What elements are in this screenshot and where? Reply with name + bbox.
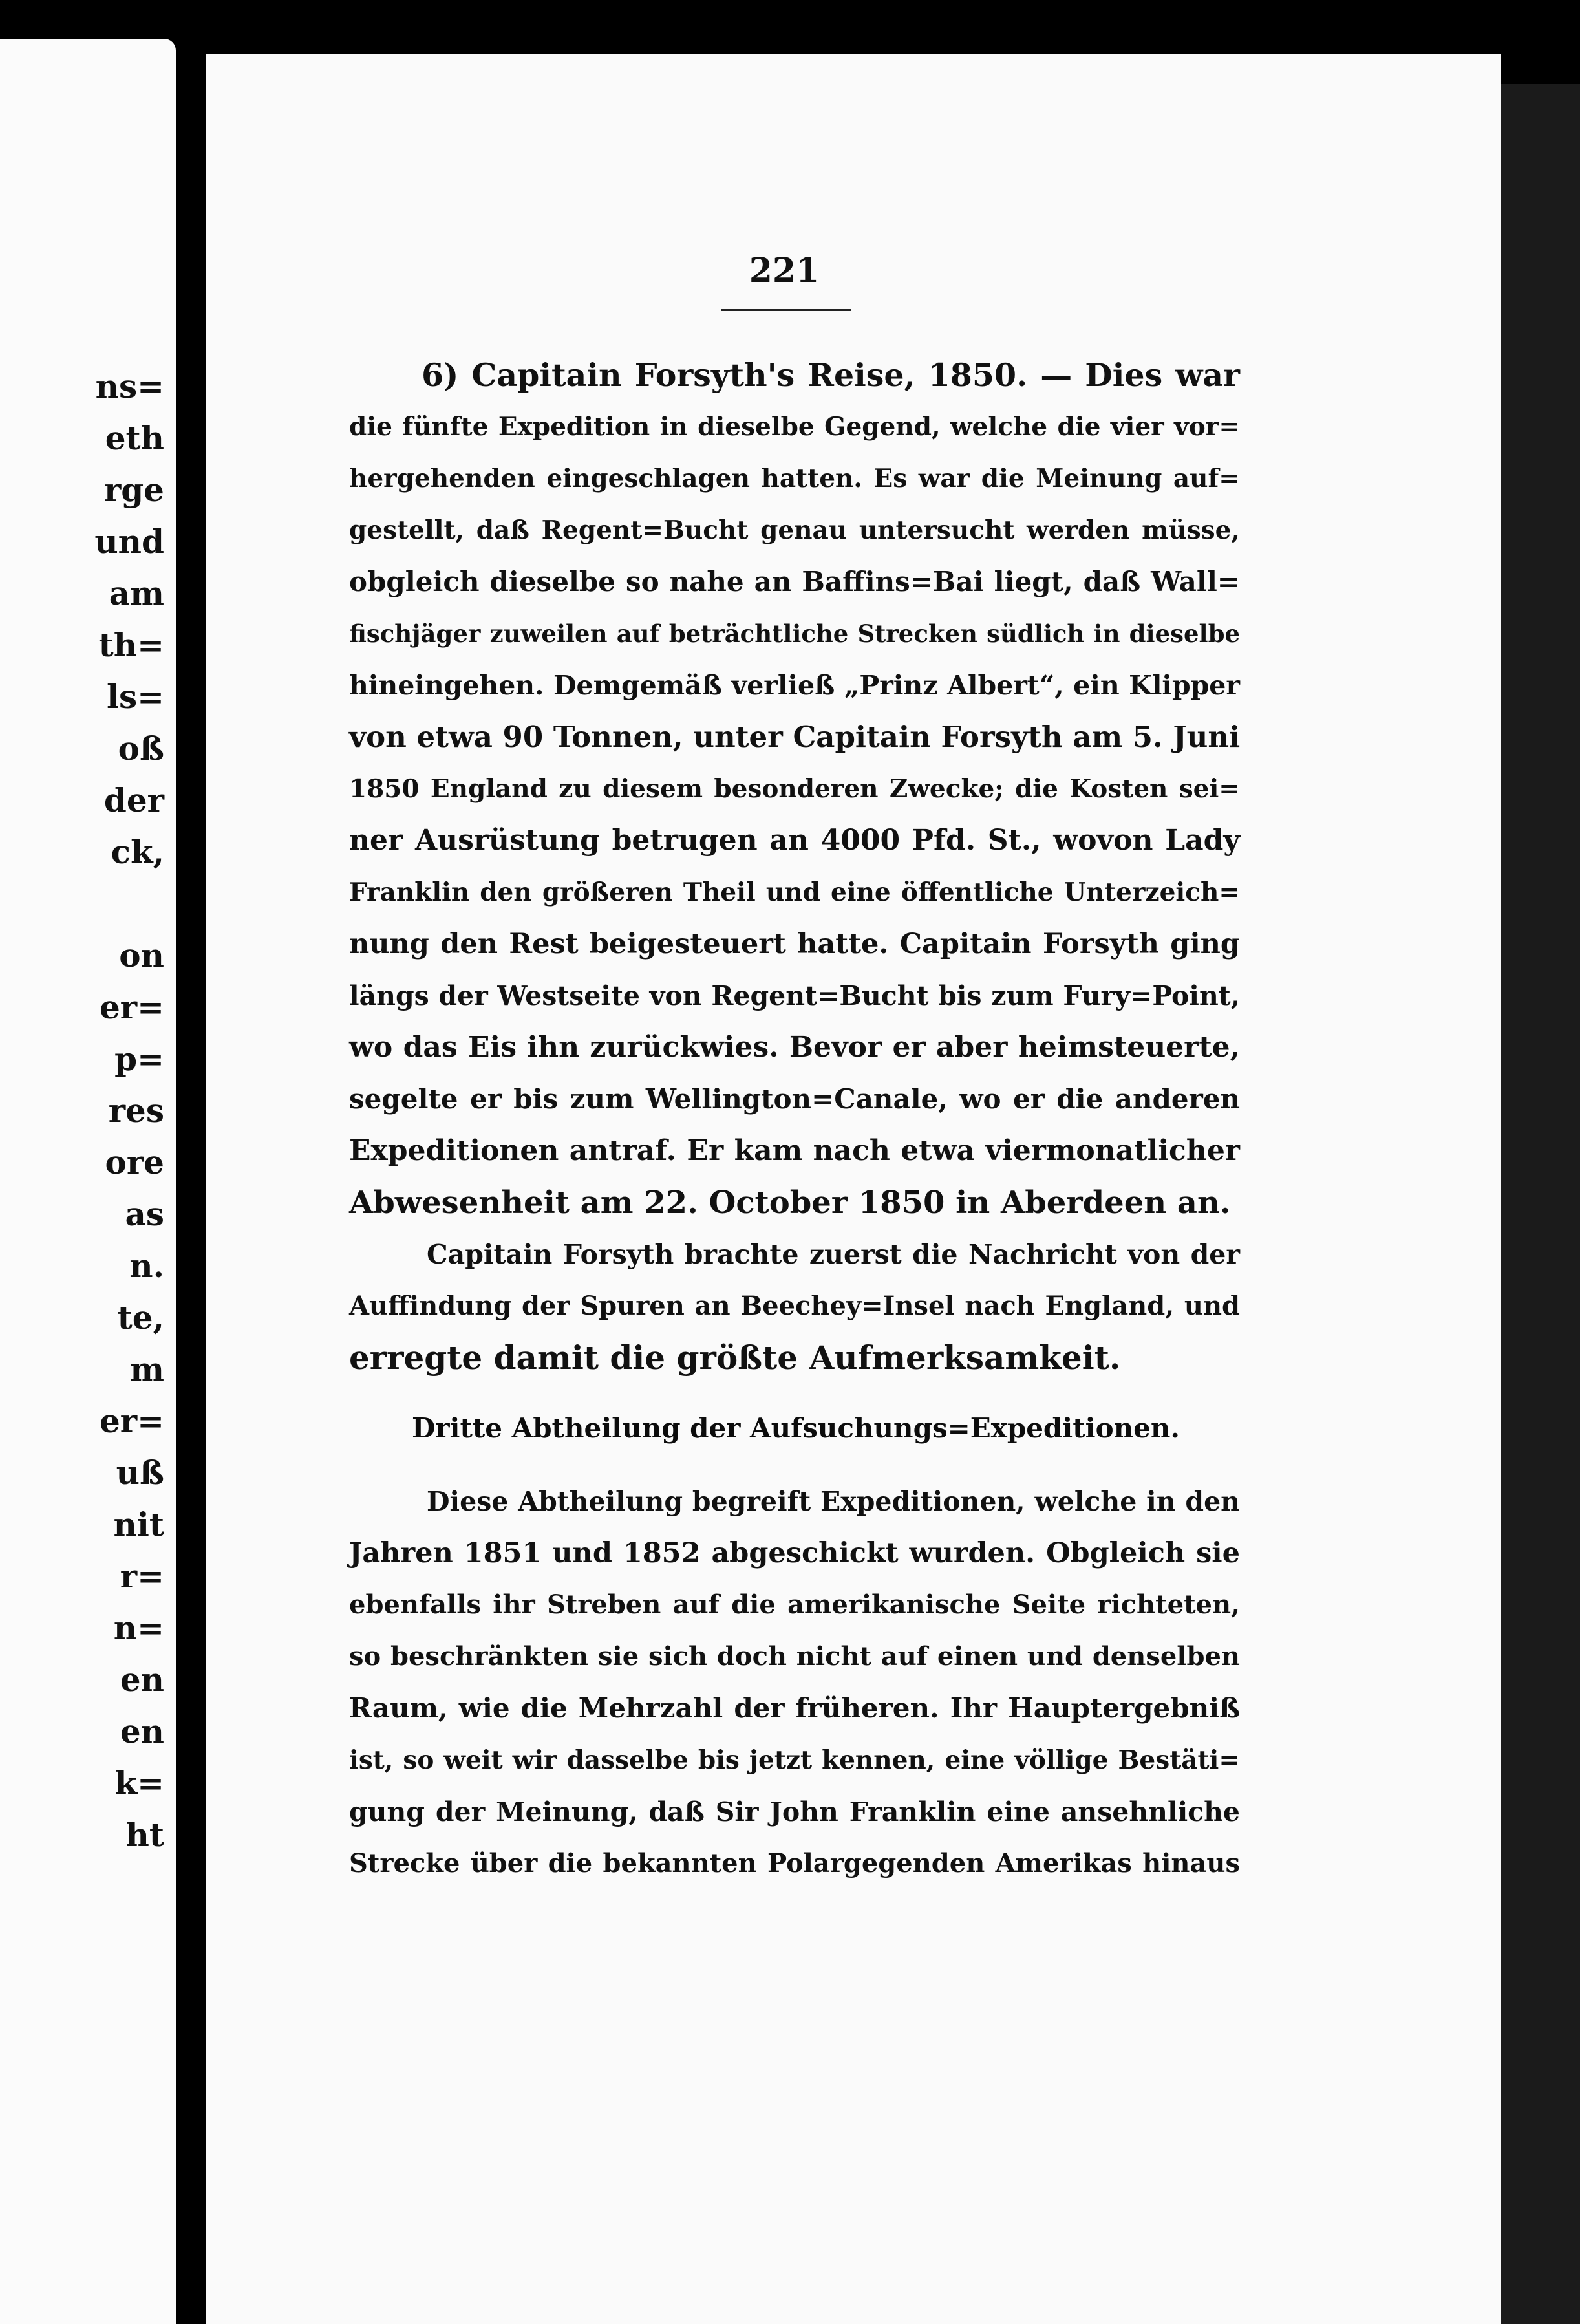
text-line: Franklin den größeren Theil und eine öffentliche Unterzeich= [349, 877, 1240, 907]
margin-fragment: en [120, 1712, 164, 1750]
text-line: segelte er bis zum Wellington=Canale, wo er die anderen [349, 1083, 1240, 1115]
margin-fragment: und [94, 522, 164, 561]
text-line: Jahren 1851 und 1852 abgeschickt wurden. Obgleich sie [349, 1537, 1240, 1569]
margin-fragment: en [120, 1661, 164, 1699]
margin-fragment: ck, [111, 833, 164, 871]
margin-fragment: am [109, 574, 164, 612]
text-line: gestellt, daß Regent=Bucht genau untersucht werden müsse, [349, 515, 1240, 545]
text-line: hergehenden eingeschlagen hatten. Es war die Meinung auf= [349, 464, 1240, 493]
margin-fragment: ns= [95, 367, 164, 405]
text-line: Auffindung der Spuren an Beechey=Insel nach England, und [349, 1291, 1240, 1321]
margin-fragment: er= [99, 1402, 164, 1440]
text-line: Strecke über die bekannten Polargegenden Amerikas hinaus [349, 1848, 1240, 1878]
text-line: erregte damit die größte Aufmerksamkeit. [349, 1339, 1121, 1377]
page-number-rule [721, 309, 851, 311]
margin-fragment: uß [116, 1454, 164, 1492]
margin-fragment: rge [103, 471, 164, 509]
book-spine-shadow [1501, 84, 1580, 2324]
margin-fragment: k= [114, 1764, 164, 1802]
margin-fragment: n. [129, 1247, 164, 1285]
text-line: obgleich dieselbe so nahe an Baffins=Bai liegt, daß Wall= [349, 566, 1240, 597]
text-line: fischjäger zuweilen auf beträchtliche Strecken südlich in dieselbe [349, 619, 1240, 648]
text-line: Abwesenheit am 22. October 1850 in Aberdeen an. [349, 1185, 1231, 1221]
section-heading: Dritte Abtheilung der Aufsuchungs=Expeditionen. [411, 1412, 1180, 1444]
margin-fragment: er= [99, 988, 164, 1026]
margin-fragment: th= [98, 626, 164, 664]
margin-fragment: ore [105, 1143, 164, 1181]
text-line: so beschränkten sie sich doch nicht auf einen und denselben [349, 1641, 1240, 1672]
margin-fragment: ls= [106, 678, 164, 716]
margin-fragment: res [108, 1092, 164, 1130]
margin-fragment: nit [113, 1505, 164, 1544]
text-line: ner Ausrüstung betrugen an 4000 Pfd. St., wovon Lady [349, 824, 1240, 857]
margin-fragment: ht [125, 1816, 164, 1854]
text-line: gung der Meinung, daß Sir John Franklin eine ansehnliche [349, 1796, 1240, 1827]
text-line: 1850 England zu diesem besonderen Zwecke; die Kosten sei= [349, 774, 1240, 804]
text-line: wo das Eis ihn zurückwies. Bevor er aber heimsteuerte, [349, 1031, 1240, 1064]
margin-fragment: der [103, 781, 164, 819]
text-line: nung den Rest beigesteuert hatte. Capitain Forsyth ging [349, 928, 1240, 960]
text-line: Capitain Forsyth brachte zuerst die Nachricht von der [427, 1239, 1240, 1270]
text-line: hineingehen. Demgemäß verließ „Prinz Albert“, ein Klipper [349, 670, 1240, 701]
margin-fragment: eth [105, 419, 164, 457]
margin-fragment: r= [120, 1557, 164, 1595]
text-line: 6) Capitain Forsyth's Reise, 1850. — Dies war [422, 356, 1240, 394]
margin-fragment: n= [113, 1609, 164, 1647]
margin-fragment: as [125, 1195, 164, 1233]
margin-fragment: m [130, 1350, 164, 1388]
text-line: von etwa 90 Tonnen, unter Capitain Forsyth am 5. Juni [349, 720, 1241, 754]
page-number: 221 [749, 251, 820, 290]
text-line: ebenfalls ihr Streben auf die amerikanische Seite richteten, [349, 1589, 1240, 1620]
text-line: die fünfte Expedition in dieselbe Gegend, welche die vier vor= [349, 412, 1240, 442]
margin-fragment: te, [117, 1298, 164, 1337]
text-line: Raum, wie die Mehrzahl der früheren. Ihr Hauptergebniß [349, 1692, 1240, 1724]
margin-fragment: p= [114, 1040, 164, 1078]
text-line: Expeditionen antraf. Er kam nach etwa viermonatlicher [349, 1134, 1240, 1167]
text-line: längs der Westseite von Regent=Bucht bis zum Fury=Point, [349, 980, 1240, 1011]
margin-fragment: oß [118, 729, 164, 768]
text-line: ist, so weit wir dasselbe bis jetzt kennen, eine völlige Bestäti= [349, 1745, 1240, 1775]
text-line: Diese Abtheilung begreift Expeditionen, welche in den [427, 1486, 1240, 1517]
margin-fragment: on [119, 936, 164, 974]
left-facing-page [0, 39, 176, 2324]
